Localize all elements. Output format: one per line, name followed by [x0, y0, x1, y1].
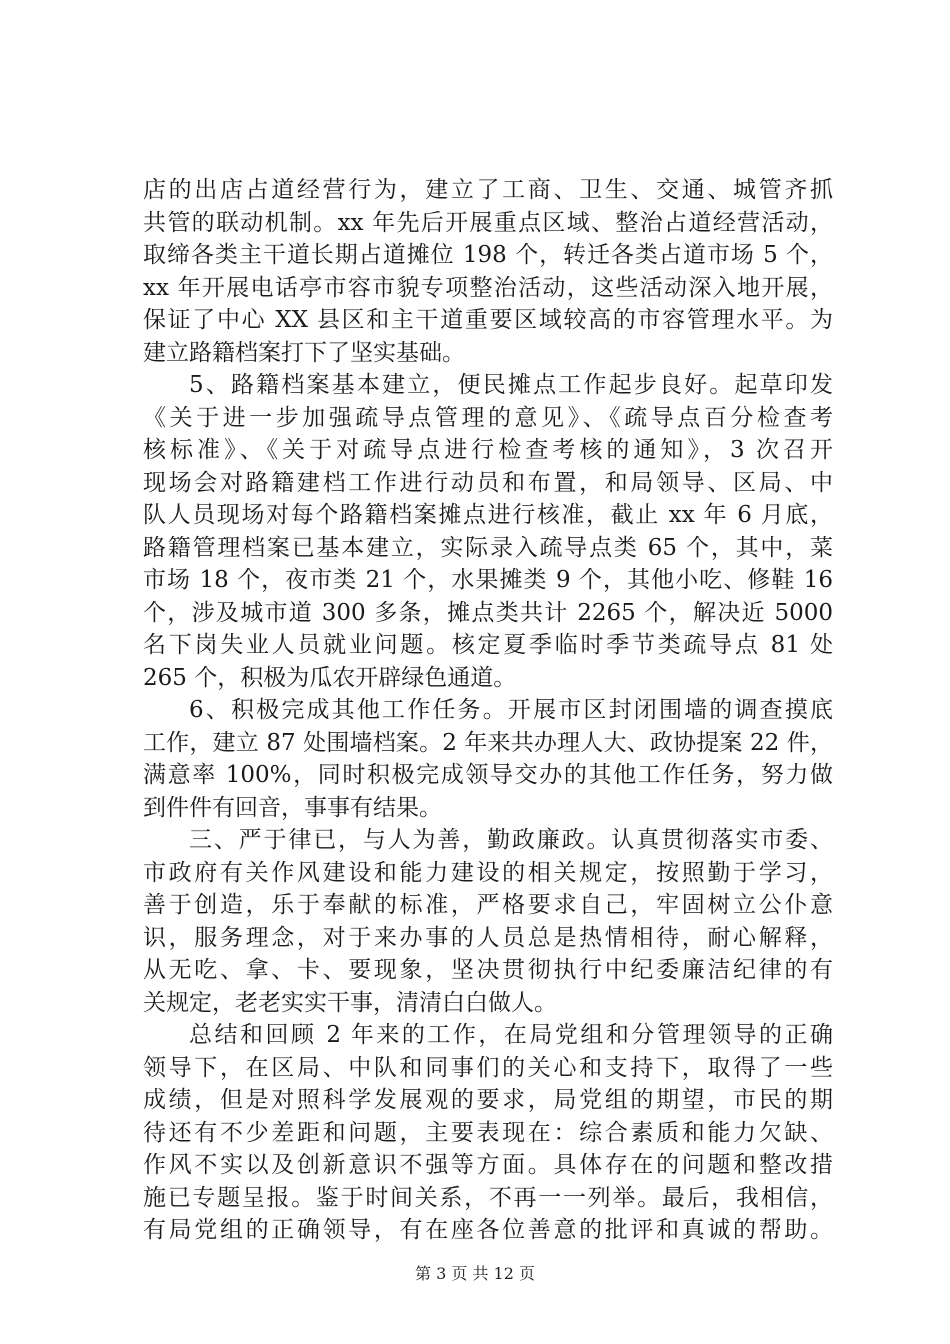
text-line: 领导下，在区局、中队和同事们的关心和支持下，取得了一些 — [143, 1054, 833, 1081]
text-line: 核标准》、《关于对疏导点进行检查考核的通知》，3 次召开 — [143, 437, 833, 463]
text-line: 店的出店占道经营行为，建立了工商、卫生、交通、城管齐抓 — [143, 177, 833, 203]
text-line: 市场 18 个，夜市类 21 个，水果摊类 9 个，其他小吃、修鞋 16 — [143, 567, 833, 593]
text-line: 从无吃、拿、卡、要现象，坚决贯彻执行中纪委廉洁纪律的有 — [143, 957, 833, 983]
text-line: 6、积极完成其他工作任务。开展市区封闭围墙的调查摸底 — [189, 697, 833, 723]
text-line: 作风不实以及创新意识不强等方面。具体存在的问题和整改措 — [143, 1152, 833, 1178]
document-body — [143, 174, 833, 1247]
text-line: 市政府有关作风建设和能力建设的相关规定，按照勤于学习， — [143, 859, 833, 886]
text-line: 有局党组的正确领导，有在座各位善意的批评和真诚的帮助。 — [143, 1217, 833, 1243]
text-line: 总结和回顾 2 年来的工作，在局党组和分管理领导的正确 — [189, 1022, 833, 1048]
text-line: 关规定，老老实实干事，清清白白做人。 — [143, 989, 557, 1016]
text-line: 个，涉及城市道 300 多条，摊点类共计 2265 个，解决近 5000 — [143, 599, 833, 626]
text-line: 5、路籍档案基本建立，便民摊点工作起步良好。起草印发 — [189, 372, 833, 398]
text-line: 待还有不少差距和问题，主要表现在：综合素质和能力欠缺、 — [143, 1119, 833, 1146]
text-line: 三、严于律已，与人为善，勤政廉政。认真贯彻落实市委、 — [189, 827, 833, 853]
text-line: 名下岗失业人员就业问题。核定夏季临时季节类疏导点 81 处 — [143, 632, 833, 658]
text-line: 建立路籍档案打下了坚实基础。 — [143, 339, 465, 366]
text-line: 到件件有回音，事事有结果。 — [143, 794, 442, 821]
text-line: 保证了中心 XX 县区和主干道重要区域较高的市容管理水平。为 — [143, 307, 833, 333]
page-number: 第 3 页 共 12 页 — [415, 1264, 535, 1283]
text-line: 善于创造，乐于奉献的标准，严格要求自己，牢固树立公仆意 — [143, 892, 833, 918]
text-line: 265 个，积极为瓜农开辟绿色通道。 — [143, 664, 517, 691]
text-line: 成绩，但是对照科学发展观的要求，局党组的期望，市民的期 — [143, 1087, 833, 1113]
text-line: 队人员现场对每个路籍档案摊点进行核准，截止 xx 年 6 月底， — [143, 502, 833, 528]
text-line: 共管的联动机制。xx 年先后开展重点区域、整治占道经营活动， — [143, 209, 833, 236]
text-line: 《关于进一步加强疏导点管理的意见》、《疏导点百分检查考 — [143, 404, 833, 431]
text-line: 施已专题呈报。鉴于时间关系，不再一一列举。最后，我相信， — [143, 1184, 833, 1211]
text-line: xx 年开展电话亭市容市貌专项整治活动，这些活动深入地开展， — [143, 274, 833, 301]
text-line: 现场会对路籍建档工作进行动员和布置，和局领导、区局、中 — [143, 469, 833, 496]
text-line: 工作，建立 87 处围墙档案。2 年来共办理人大、政协提案 22 件， — [143, 729, 833, 756]
text-line: 识，服务理念，对于来办事的人员总是热情相待，耐心解释， — [143, 924, 833, 951]
text-line: 满意率 100%，同时积极完成领导交办的其他工作任务，努力做 — [143, 762, 833, 788]
text-line: 路籍管理档案已基本建立，实际录入疏导点类 65 个，其中，菜 — [143, 534, 833, 561]
text-line: 取缔各类主干道长期占道摊位 198 个，转迁各类占道市场 5 个， — [143, 242, 833, 268]
